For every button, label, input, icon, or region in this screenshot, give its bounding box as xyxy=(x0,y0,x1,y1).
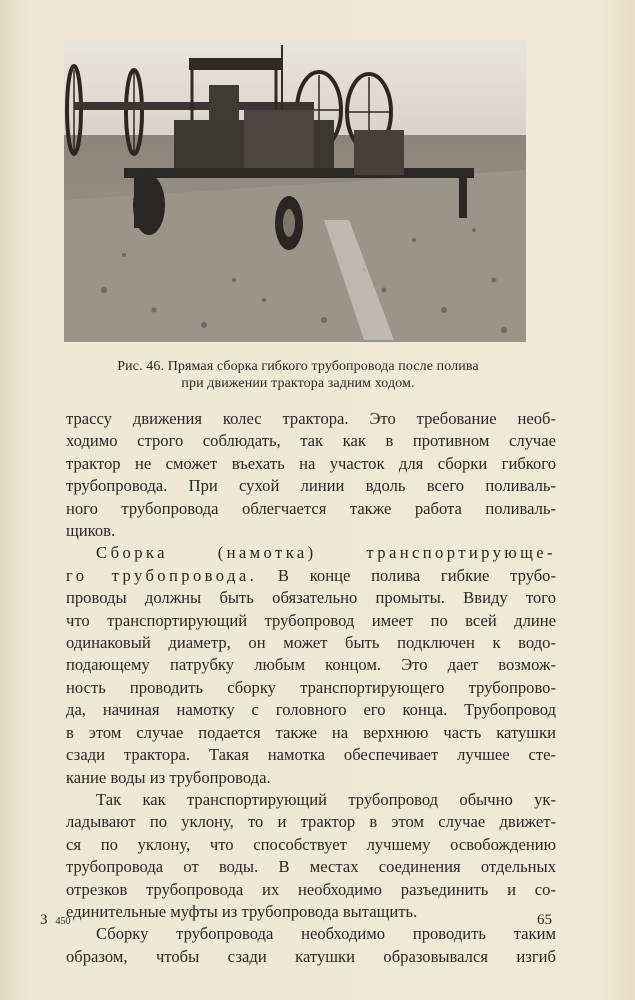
caption-line-2: при движении трактора задним ходом. xyxy=(181,376,415,391)
text-line: ного трубопровода облегчается также работа поливаль- xyxy=(66,498,556,518)
text-line: ходимо строго соблюдать, так как в противном случае xyxy=(66,431,556,451)
text-line: трубопровода от воды. В местах соединения отдельных xyxy=(66,857,556,877)
section-heading-continued: го трубопровода. xyxy=(66,565,258,585)
text-line: да, начиная намотку с головного его конца. Трубопровод xyxy=(66,700,556,720)
text-line xyxy=(66,565,556,587)
paragraph-1 xyxy=(66,408,556,542)
text-line: сзади трактора. Такая намотка обеспечивает лучшее сте- xyxy=(66,745,556,765)
signature-small: 450 xyxy=(55,916,71,927)
text-line: ладывают по уклону, то и трактор в этом случае движет- xyxy=(66,812,556,832)
text-line: ность проводить сборку транспортирующего трубопрово- xyxy=(66,677,556,697)
text-line: отрезков трубопровода их необходимо разъединить и со- xyxy=(66,879,556,899)
text-line: подающему патрубку любым концом. Это дает возмож- xyxy=(66,655,556,675)
text-line: единительные муфты из трубопровода вытащить. xyxy=(66,901,418,921)
text-line: ся по уклону, что способствует лучшему освобождению xyxy=(66,834,556,854)
page-number: 65 xyxy=(537,912,552,928)
caption-line-1: Рис. 46. Прямая сборка гибкого трубопровода после полива xyxy=(117,359,479,374)
tractor-illustration xyxy=(64,40,526,342)
tractor-photo xyxy=(64,40,526,342)
signature-number: 3 xyxy=(40,912,48,928)
paragraph-3 xyxy=(66,789,556,923)
text-line: что транспортирующий трубопровод имеет по всей длине xyxy=(66,610,556,630)
paragraph-2 xyxy=(66,542,556,788)
text-line: трассу движения колес трактора. Это требование необ- xyxy=(66,409,556,428)
text-line: кание воды из трубопровода. xyxy=(66,767,271,787)
section-heading: Сборка (намотка) транспортирующе- xyxy=(96,543,556,563)
body-text xyxy=(66,408,556,968)
figure-caption xyxy=(58,358,538,392)
text-line: проводы должны быть обязательно промыты. Ввиду того xyxy=(66,588,556,608)
text-line: образом, чтобы сзади катушки образовывался изгиб xyxy=(66,946,556,966)
text-line: трактор не сможет въехать на участок для сборки гибкого xyxy=(66,453,556,473)
text-line: в этом случае подается также на верхнюю часть катушки xyxy=(66,722,556,742)
text-line: Так как транспортирующий трубопровод обычно ук- xyxy=(96,789,556,809)
text-line: трубопровода. При сухой линии вдоль всего поливаль- xyxy=(66,476,556,496)
paragraph-4 xyxy=(66,923,556,968)
text-line: щиков. xyxy=(66,521,116,541)
text-line: Сборку трубопровода необходимо проводить таким xyxy=(96,924,556,944)
signature-mark xyxy=(40,912,71,929)
text-line: одинаковый диаметр, он может быть подключен к водо- xyxy=(66,633,556,653)
text-fragment: В конце полива гибкие трубо- xyxy=(257,565,556,585)
